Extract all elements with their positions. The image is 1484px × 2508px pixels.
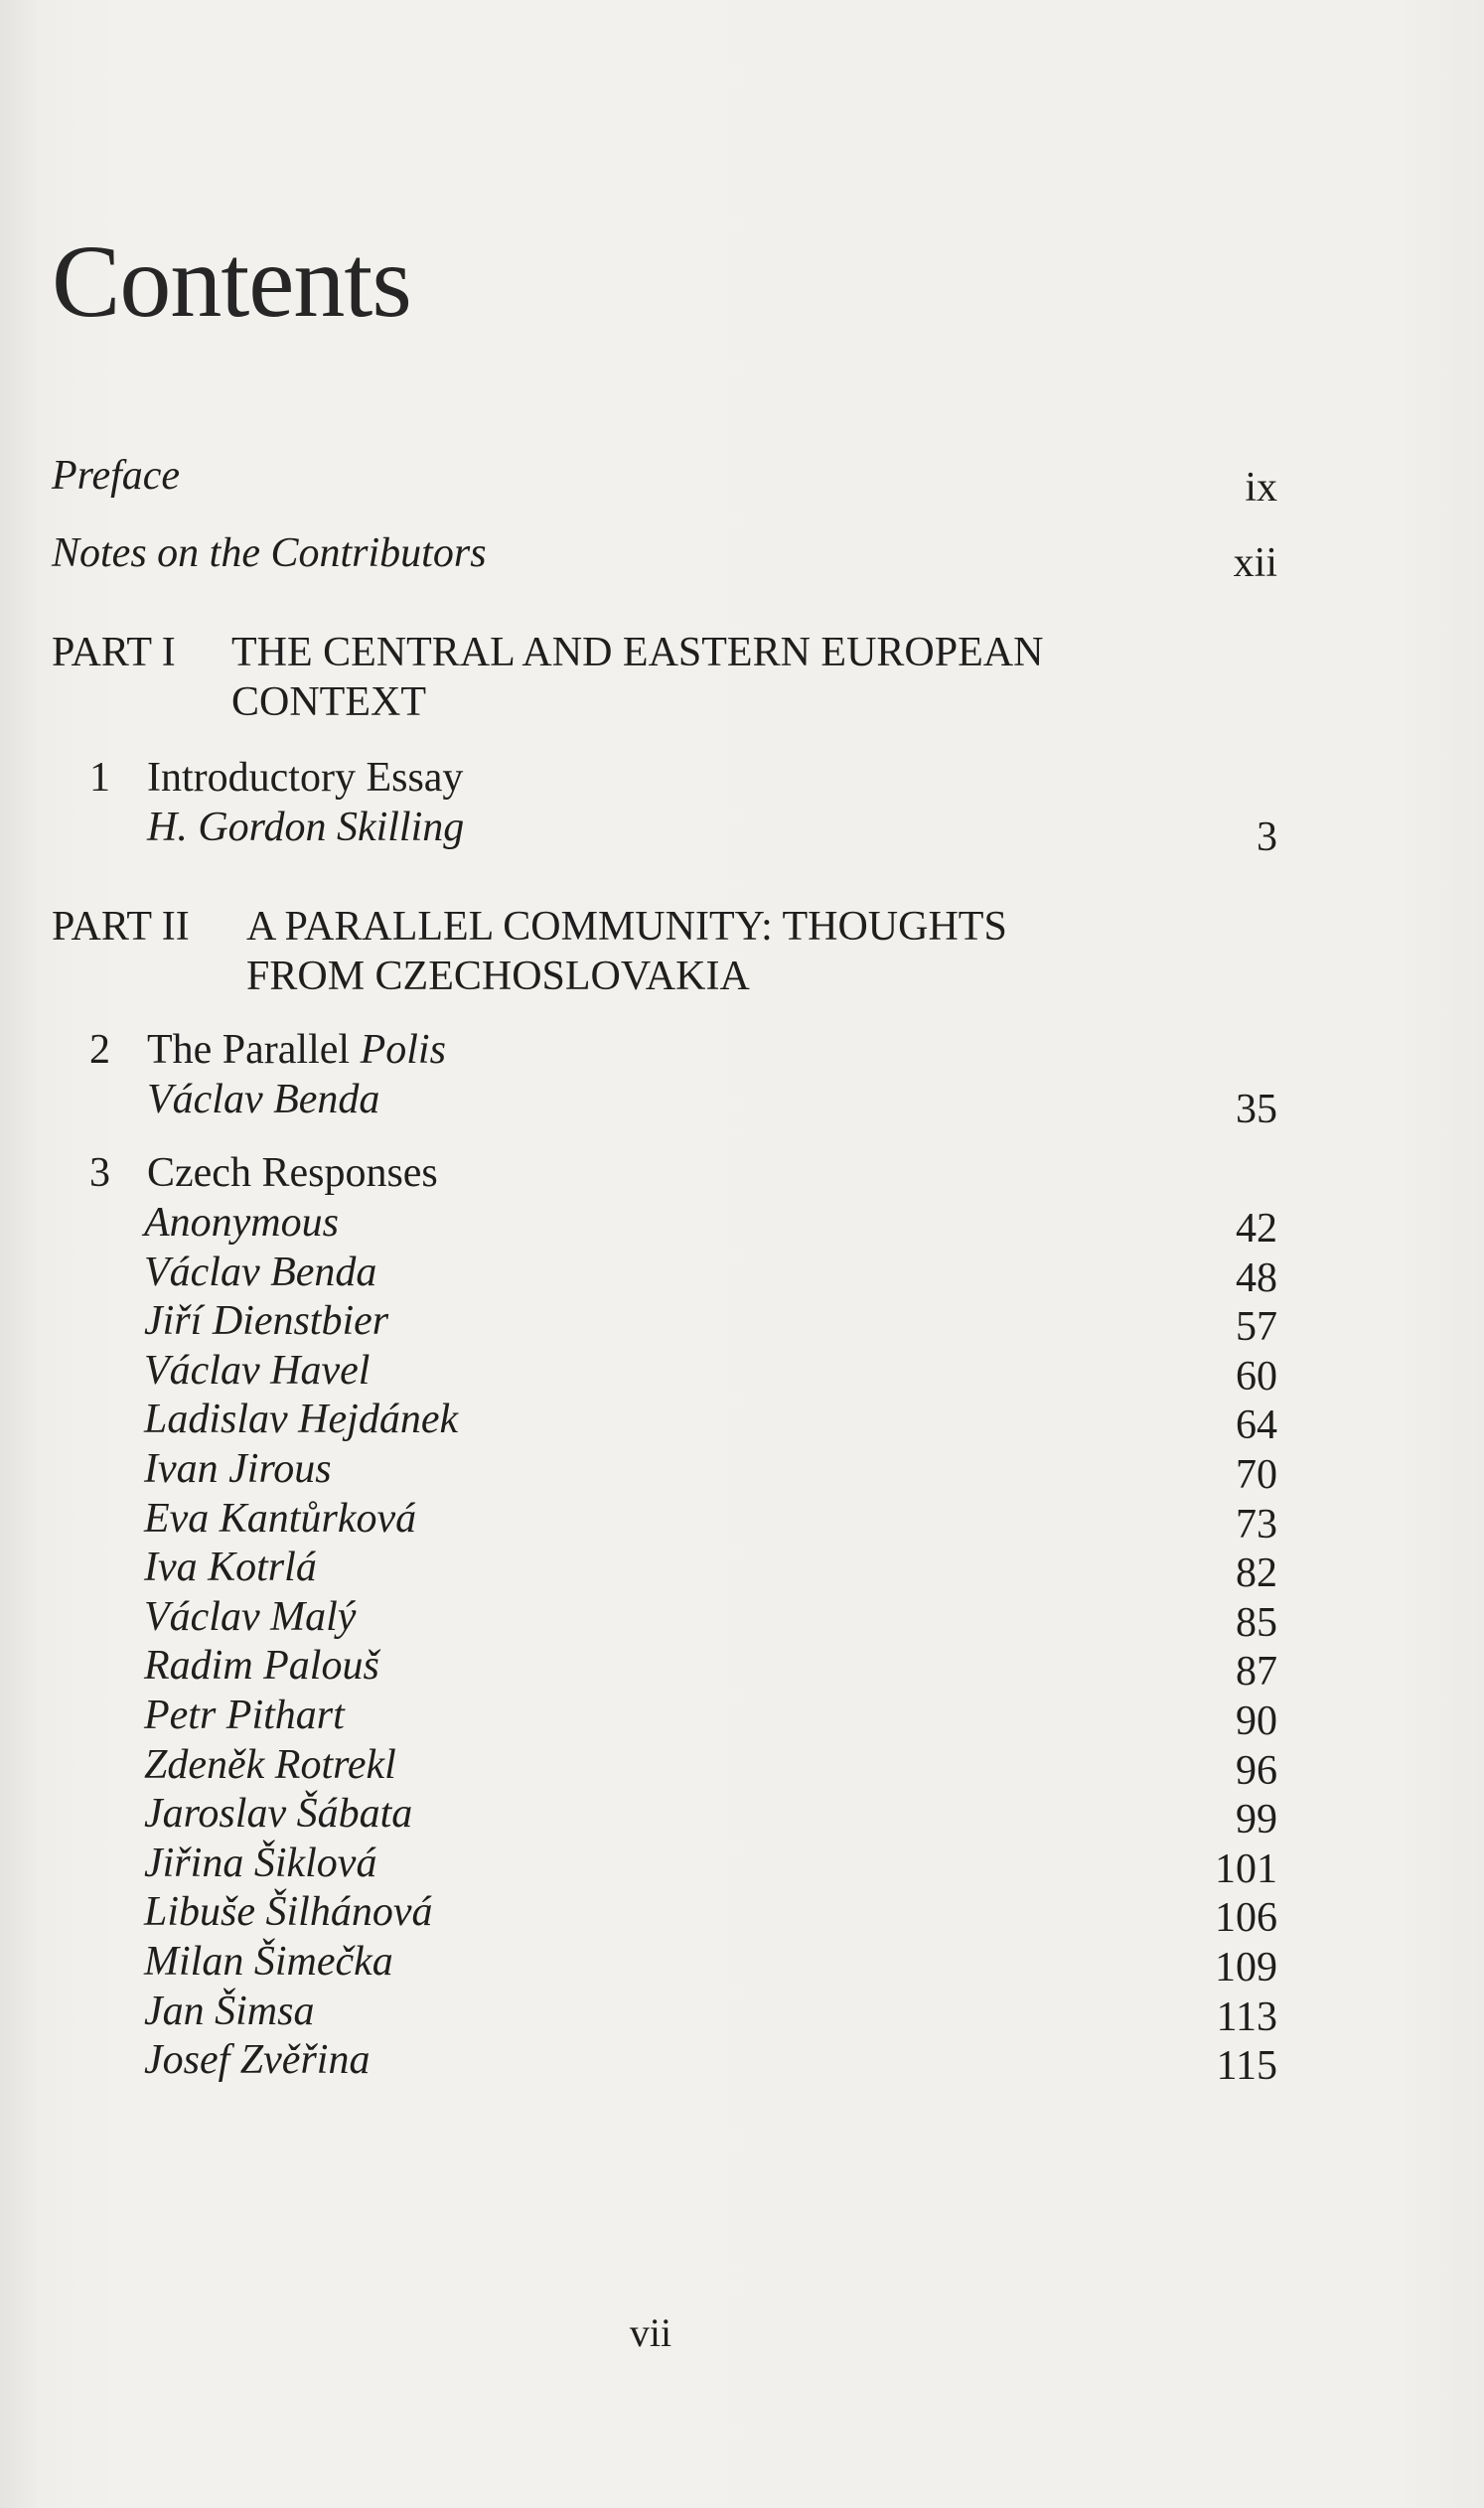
- chapter-title-plain: The Parallel: [147, 1027, 361, 1073]
- part-title: CONTEXT: [231, 679, 426, 725]
- page-number: 115: [1216, 2043, 1277, 2089]
- response-author: Ivan Jirous: [144, 1446, 332, 1492]
- response-author: Milan Šimečka: [144, 1939, 393, 1985]
- page-number: 73: [1236, 1502, 1277, 1548]
- page-number: 64: [1236, 1402, 1277, 1448]
- chapter-number: 1: [89, 755, 110, 801]
- response-author: Josef Zvěřina: [144, 2037, 371, 2083]
- page-number: 96: [1236, 1748, 1277, 1794]
- response-author: Petr Pithart: [144, 1693, 345, 1738]
- page-number: 101: [1215, 1846, 1277, 1892]
- response-author: Václav Havel: [144, 1348, 371, 1394]
- page-number: 87: [1236, 1649, 1277, 1695]
- page-number: 57: [1236, 1304, 1277, 1350]
- page-number: 60: [1236, 1354, 1277, 1400]
- page-number: 113: [1216, 1994, 1277, 2040]
- response-author: Václav Malý: [144, 1594, 357, 1640]
- part-title: THE CENTRAL AND EASTERN EUROPEAN: [231, 630, 1044, 675]
- page-number: 85: [1236, 1600, 1277, 1646]
- page-title: Contents: [52, 224, 411, 339]
- response-author: Libuše Šilhánová: [144, 1889, 433, 1935]
- page-number: 35: [1236, 1087, 1277, 1132]
- part-label: PART I: [52, 630, 176, 675]
- page-number: 109: [1215, 1945, 1277, 1991]
- page-number: 42: [1236, 1206, 1277, 1252]
- response-author: Anonymous: [144, 1200, 339, 1246]
- response-author: Zdeněk Rotrekl: [144, 1742, 396, 1788]
- page-number: 70: [1236, 1452, 1277, 1498]
- response-author: Jiřina Šiklová: [144, 1841, 377, 1886]
- response-author: Radim Palouš: [144, 1643, 379, 1689]
- page-number: 82: [1236, 1550, 1277, 1596]
- page-number: 48: [1236, 1255, 1277, 1301]
- page-number: xii: [1233, 540, 1277, 586]
- chapter-number: 3: [89, 1150, 110, 1196]
- part-title: FROM CZECHOSLOVAKIA: [246, 954, 750, 999]
- toc-entry-notes: Notes on the Contributors: [52, 530, 487, 576]
- page-folio: vii: [629, 2310, 672, 2355]
- page-number: 106: [1215, 1895, 1277, 1941]
- part-title: A PARALLEL COMMUNITY: THOUGHTS: [246, 904, 1007, 950]
- page-number: ix: [1245, 465, 1277, 511]
- page-number: 99: [1236, 1797, 1277, 1843]
- chapter-author: H. Gordon Skilling: [147, 805, 465, 850]
- page-number: 90: [1236, 1698, 1277, 1744]
- response-author: Eva Kantůrková: [144, 1496, 417, 1542]
- chapter-author: Václav Benda: [147, 1077, 380, 1122]
- toc-entry-preface: Preface: [52, 453, 181, 499]
- chapter-number: 2: [89, 1027, 110, 1073]
- chapter-title: Czech Responses: [147, 1150, 438, 1196]
- chapter-title: Introductory Essay: [147, 755, 464, 801]
- response-author: Jiří Dienstbier: [144, 1298, 389, 1344]
- part-label: PART II: [52, 904, 190, 950]
- chapter-title-italic: Polis: [360, 1027, 446, 1073]
- response-author: Jaroslav Šábata: [144, 1791, 413, 1837]
- response-author: Jan Šimsa: [144, 1989, 315, 2034]
- response-author: Iva Kotrlá: [144, 1545, 317, 1590]
- chapter-title: [147, 1029, 446, 1071]
- response-author: Ladislav Hejdánek: [144, 1397, 459, 1442]
- response-author: Václav Benda: [144, 1250, 377, 1295]
- page-number: 3: [1257, 814, 1277, 860]
